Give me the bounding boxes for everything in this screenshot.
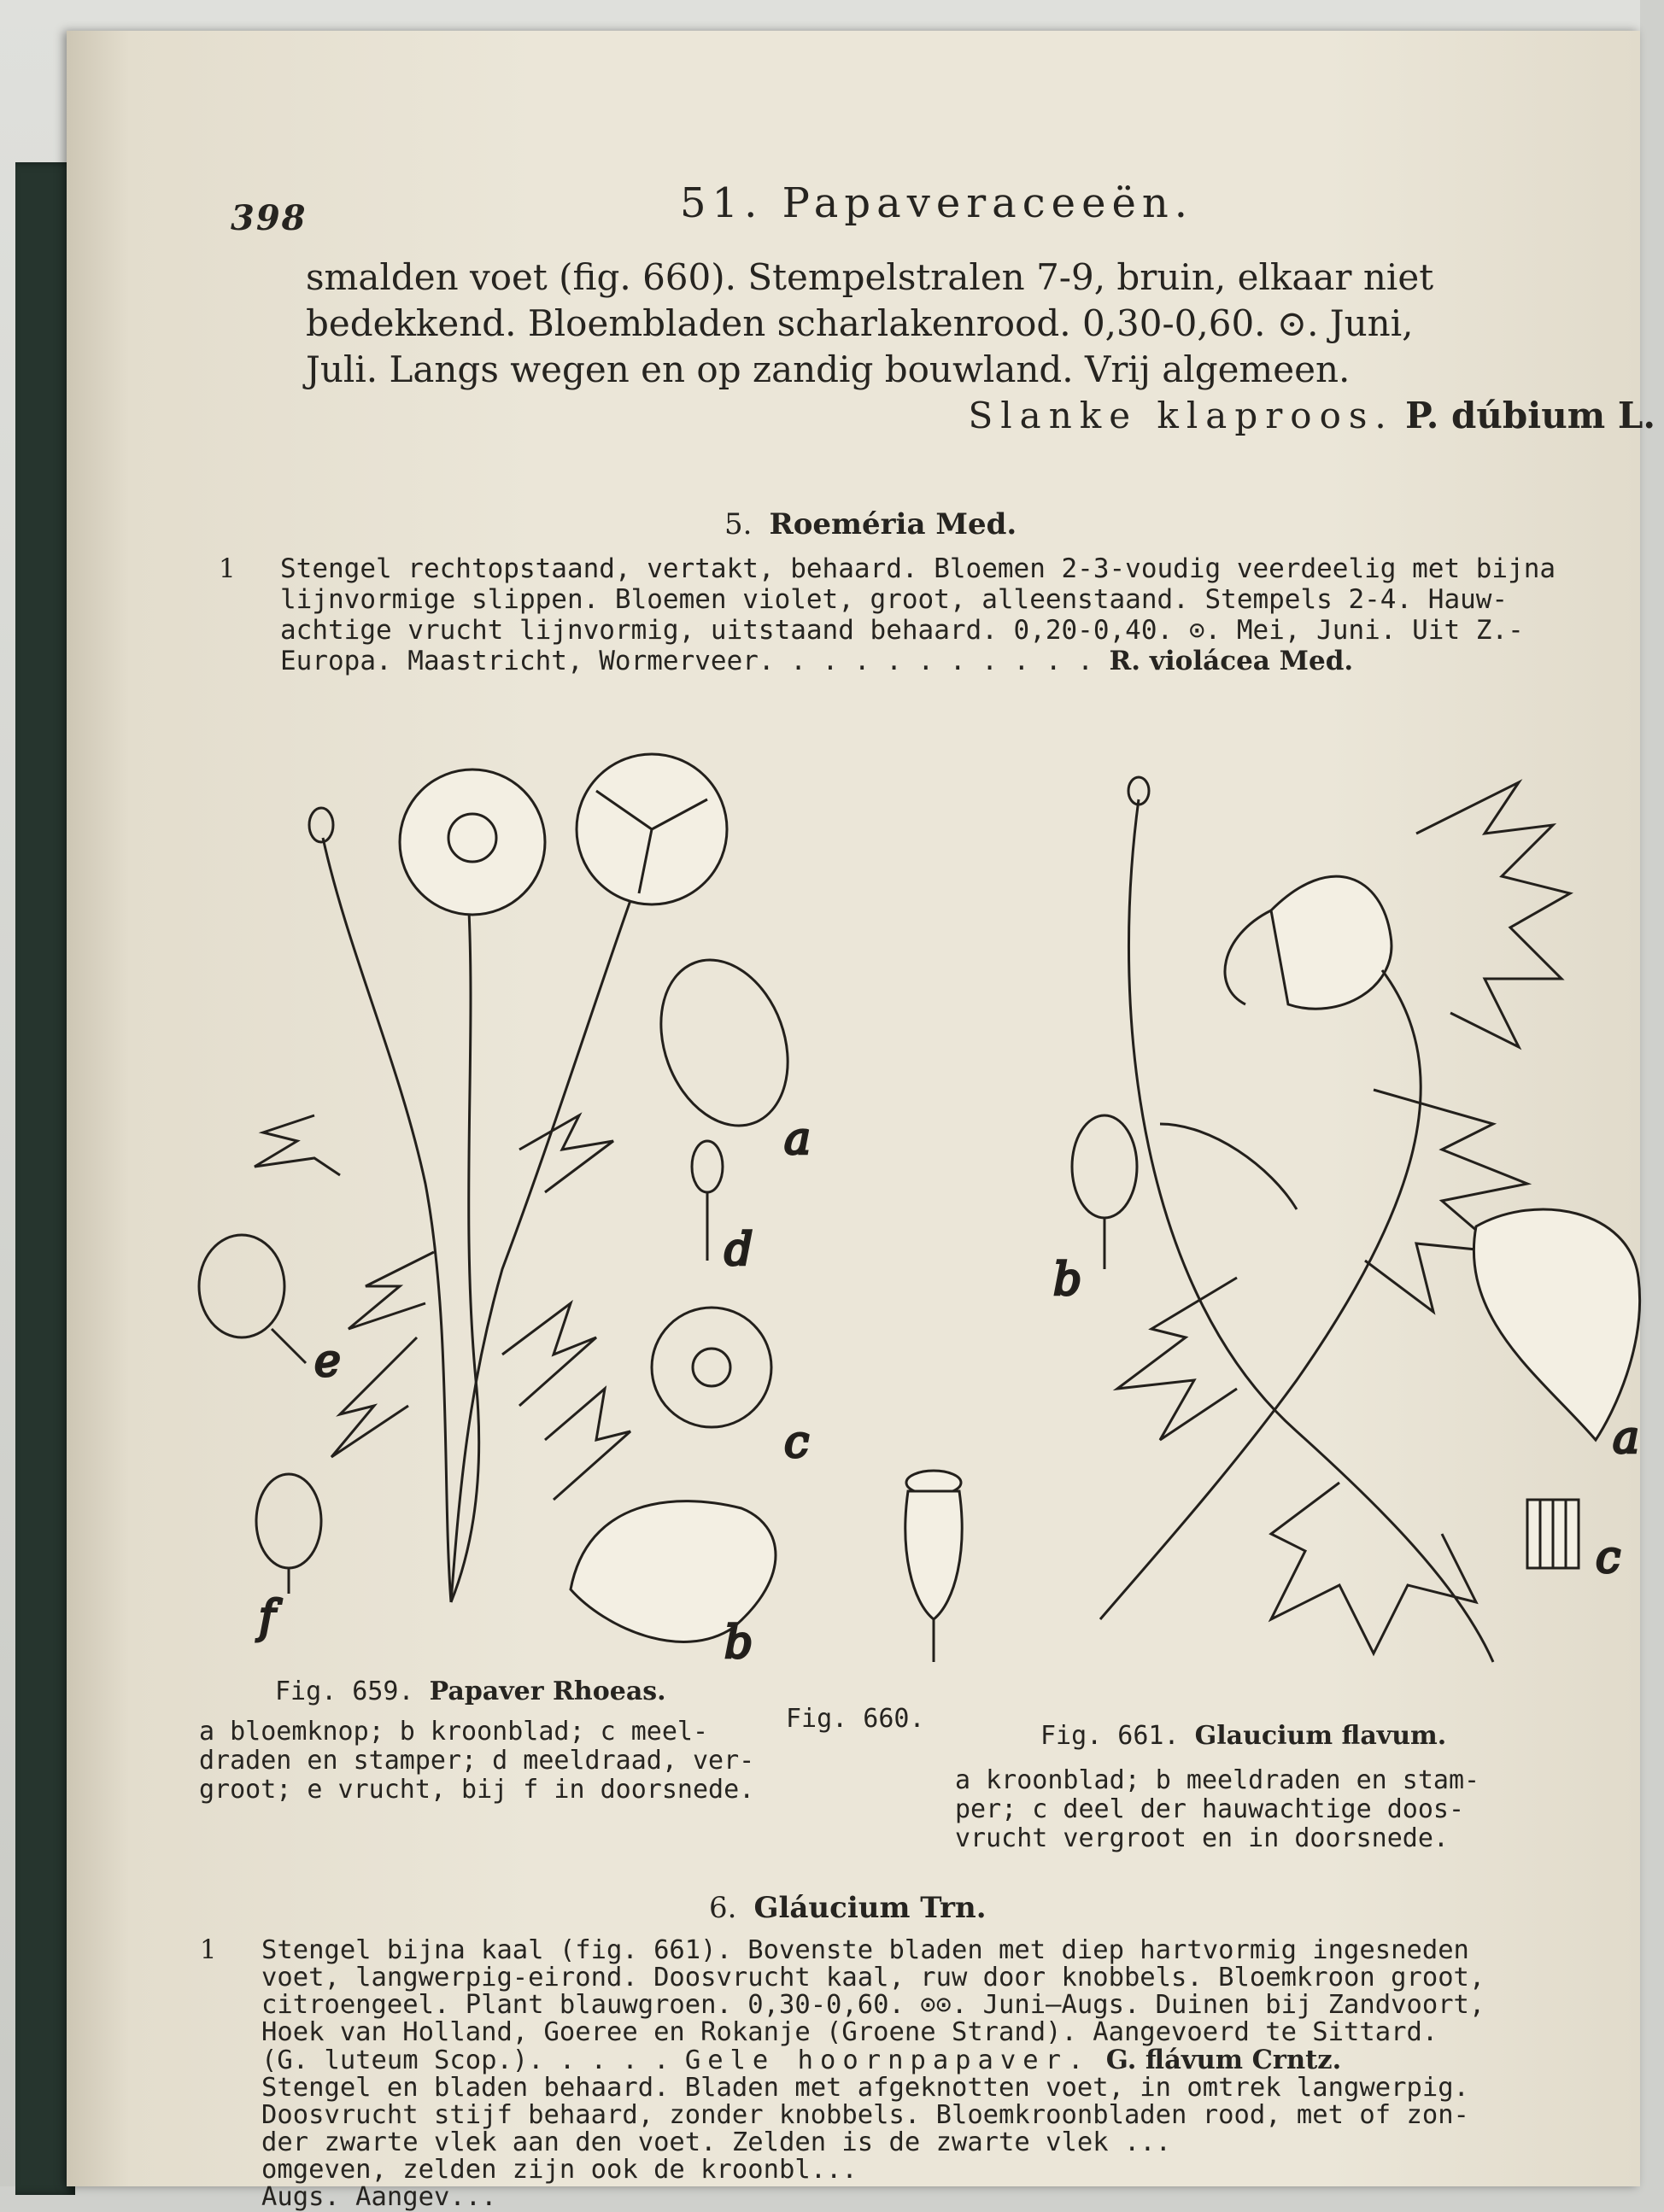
species-latin-name: R. violácea Med. [1109,646,1354,676]
key-line: Stengel en bladen behaard. Bladen met afgeknotten voet, in omtrek langwerpig. [261,2073,1469,2103]
figure-label-c: c [784,1417,810,1468]
genus-heading-glaucium [709,1891,987,1925]
figure-label-b: b [724,1618,753,1669]
caption-species: Glaucium flavum. [1194,1721,1447,1751]
key-line: Doosvrucht stijf behaard, zonder knobbels. Bloemkroonbladen rood, met of zon- [261,2100,1469,2130]
leader-dots: . . . . . . . . . . [790,646,1093,676]
caption-number: Fig. 659. [275,1677,414,1706]
intro-line: smalden voet (fig. 660). Stempelstralen 7-9, bruin, elkaar niet [306,256,1434,298]
legend-line: a bloemknop; b kroonblad; c meel- [199,1717,709,1747]
figure-659-caption [275,1677,666,1706]
genus-number: 5. [724,507,753,541]
figure-660-caption: Fig. 660. [786,1704,925,1734]
genus-heading-roemeria [724,507,1017,541]
key-line-cut: omgeven, zelden zijn ook de kroonbl... [261,2155,858,2185]
intro-species-line [306,393,1655,439]
figure-660-illustration [887,1466,981,1671]
legend-line: per; c deel der hauwachtige doos- [955,1794,1465,1824]
genus-name: Roeméria Med. [769,507,1017,541]
legend-line: groot; e vrucht, bij f in doorsnede. [199,1775,755,1805]
figure-label-d: d [724,1225,753,1276]
family-title: 51. Papaveraceeën. [680,179,1194,227]
intro-line: bedekkend. Bloembladen scharlakenrood. 0,30-0,60. ⊙. Juni, [306,302,1414,344]
figure-label-c: c [1596,1532,1621,1583]
intro-line: Juli. Langs wegen en op zandig bouwland. Vrij algemeen. [306,348,1351,390]
figure-659-illustration [195,740,844,1669]
key-line: Stengel bijna kaal (fig. 661). Bovenste bladen met diep hartvormig ingesneden [261,1935,1469,1965]
book-page [67,31,1655,2212]
figure-label-a: a [1613,1413,1640,1464]
key-line: Stengel rechtopstaand, vertakt, behaard. Bloemen 2-3-voudig veerdeelig met bijna [280,553,1556,584]
figure-label-b: b [1053,1255,1082,1306]
legend-line: vrucht vergroot en in doorsnede. [955,1823,1449,1853]
key-locality: Europa. Maastricht, Wormerveer. [280,646,775,676]
genus-name: Gláucium Trn. [753,1891,987,1925]
figure-label-f: f [259,1592,276,1643]
figure-661-legend [955,1766,1479,1853]
key-roemeria [219,553,1664,676]
genus-number: 6. [709,1891,737,1925]
legend-line: a kroonblad; b meeldraden en stam- [955,1765,1480,1795]
figure-659-legend [199,1718,754,1805]
figure-659-details [199,942,810,1641]
figure-label-a: a [784,1114,811,1165]
species-latin-name: P. dúbium L. [1405,395,1655,436]
intro-text [306,255,1655,439]
species-latin-name: G. flávum Crntz. [1105,2045,1342,2075]
leader-dots: . . . . [559,2045,670,2075]
key-index: 1 [219,553,236,584]
key-line: voet, langwerpig-eirond. Doosvrucht kaal, ruw door knobbels. Bloemkroon groot, [261,1963,1485,1993]
key-line: citroengeel. Plant blauwgroen. 0,30-0,60. ⊙⊙. Juni—Augs. Duinen bij Zandvoort, [261,1990,1485,2020]
key-line-last [280,646,1664,676]
figure-661-illustration [1015,765,1655,1722]
page-number: 398 [231,198,308,238]
key-line-cut: Augs. Aangev... [261,2182,497,2212]
caption-number: Fig. 661. [1040,1721,1180,1751]
key-index: 1 [200,1935,217,1965]
figure-label-e: e [314,1336,341,1387]
key-line: lijnvormige slippen. Bloemen violet, groot, alleenstaand. Stempels 2-4. Hauw- [280,584,1509,615]
key-glaucium [200,1935,1662,2212]
species-common-name: Slanke klaproos. [968,395,1394,436]
species-common-name: Gele hoornpapaver. [684,2045,1091,2075]
key-line: Hoek van Holland, Goeree en Rokanje (Groene Strand). Aangevoerd te Sittard. [261,2017,1438,2047]
synonym: (G. luteum Scop.). [261,2045,544,2075]
key-line-species [261,2046,1662,2074]
legend-line: draden en stamper; d meeldraad, ver- [199,1746,755,1776]
poppy-plant-drawing [255,754,727,1602]
caption-species: Papaver Rhoeas. [429,1677,666,1706]
key-line: achtige vrucht lijnvormig, uitstaand behaard. 0,20-0,40. ⊙. Mei, Juni. Uit Z.- [280,615,1524,646]
figure-661-caption [1040,1722,1446,1751]
key-line: der zwarte vlek aan den voet. Zelden is de zwarte vlek ... [261,2127,1172,2157]
